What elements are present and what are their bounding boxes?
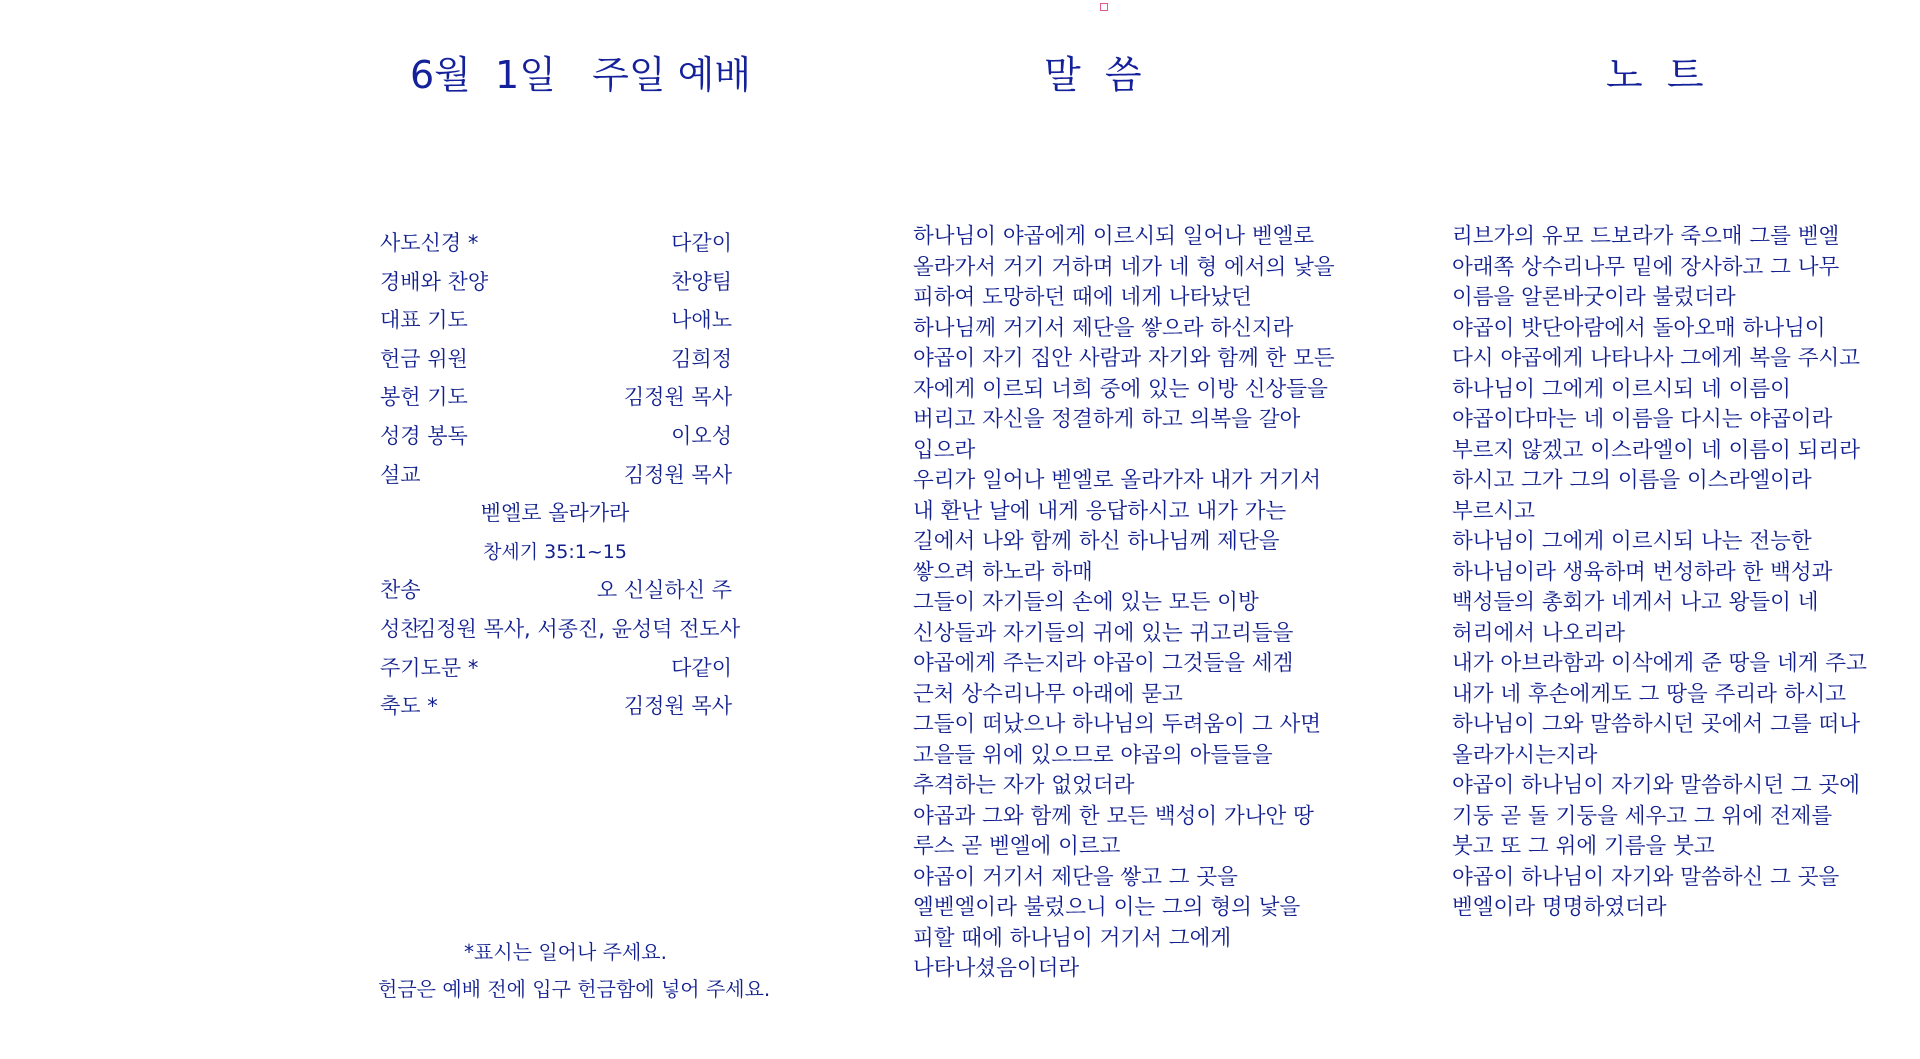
order-item-person: 다같이 — [671, 231, 732, 255]
scripture-line: 그들이 떠났으나 하나님의 두려움이 그 사면 — [913, 712, 1322, 737]
notes-line: 벧엘이라 명명하였더라 — [1452, 895, 1667, 920]
notes-line: 붓고 또 그 위에 기름을 붓고 — [1452, 834, 1715, 859]
scripture-line: 야곱과 그와 함께 한 모든 백성이 가나안 땅 — [913, 803, 1314, 829]
notes-line: 야곱이다마는 네 이름을 다시는 야곱이라 — [1452, 407, 1833, 432]
order-item-label: 찬송 — [380, 578, 421, 603]
notes-line: 하나님이라 생육하며 번성하라 한 백성과 — [1452, 559, 1833, 585]
scripture-reference-row — [380, 533, 760, 572]
notes-title: 노 트 — [1606, 53, 1704, 97]
notes-line: 야곱이 하나님이 자기와 말씀하신 그 곳을 — [1452, 864, 1840, 890]
word-title: 말 씀 — [1044, 53, 1142, 97]
scripture-line: 하나님께 거기서 제단을 쌓으라 하신지라 — [913, 315, 1294, 341]
notes-line: 백성들의 총회가 네게서 나고 왕들이 네 — [1452, 590, 1819, 615]
scripture-line: 추격하는 자가 없었더라 — [913, 773, 1135, 798]
order-item-label: 경배와 찬양 — [380, 269, 489, 294]
scripture-line: 그들이 자기들의 손에 있는 모든 이방 — [913, 590, 1259, 615]
order-row — [380, 378, 760, 417]
scripture-line: 우리가 일어나 벧엘로 올라가자 내가 거기서 — [913, 468, 1322, 493]
notes-line: 하나님이 그에게 이르시되 나는 전능한 — [1452, 529, 1812, 554]
order-item-person: 오 신실하신 주 — [596, 578, 732, 603]
notes-line: 기둥 곧 돌 기둥을 세우고 그 위에 전제를 — [1452, 803, 1833, 829]
order-item-person: 김희정 — [671, 346, 732, 371]
order-item-label: 봉헌 기도 — [380, 385, 468, 410]
notes-line: 올라가시는지라 — [1452, 742, 1598, 768]
notes-line: 아래쪽 상수리나무 밑에 장사하고 그 나무 — [1452, 254, 1840, 280]
scripture-line: 입으라 — [913, 437, 976, 463]
scripture-line: 루스 곧 벧엘에 이르고 — [913, 834, 1121, 859]
notes-line: 다시 야곱에게 나타나사 그에게 복을 주시고 — [1452, 346, 1861, 371]
order-item-person: 김정원 목사 — [623, 694, 732, 719]
scripture-line: 올라가서 거기 거하며 네가 네 형 에서의 낯을 — [913, 254, 1335, 280]
order-item-label: 헌금 위원 — [380, 346, 468, 371]
order-row — [380, 687, 760, 726]
order-row — [380, 649, 760, 688]
order-row — [380, 340, 760, 379]
scripture-text — [913, 222, 1335, 985]
scripture-reference: 창세기 35:1~15 — [483, 540, 627, 563]
notes-text — [1452, 222, 1867, 924]
order-item-label: 축도 * — [380, 694, 438, 719]
standing-note: *표시는 일어나 주세요. — [464, 940, 667, 964]
notes-line: 하나님이 그와 말씀하시던 곳에서 그를 떠나 — [1452, 712, 1861, 737]
order-item-label: 성경 봉독 — [380, 423, 468, 448]
scripture-line: 내 환난 날에 내게 응답하시고 내가 가는 — [913, 498, 1287, 524]
footnotes — [378, 934, 771, 1008]
scripture-line: 야곱이 자기 집안 사람과 자기와 함께 한 모든 — [913, 346, 1335, 371]
scripture-line: 야곱이 거기서 제단을 쌓고 그 곳을 — [913, 864, 1238, 890]
scripture-line: 버리고 자신을 정결하게 하고 의복을 갈아 — [913, 407, 1301, 432]
notes-line: 하나님이 그에게 이르시되 네 이름이 — [1452, 376, 1791, 402]
notes-line: 하시고 그가 그의 이름을 이스라엘이라 — [1452, 468, 1812, 493]
scripture-line: 야곱에게 주는지라 야곱이 그것들을 세겜 — [913, 651, 1294, 676]
notes-line: 부르시고 — [1452, 498, 1536, 524]
notes-line: 허리에서 나오리라 — [1452, 620, 1625, 646]
sermon-title: 벧엘로 올라가라 — [480, 501, 630, 526]
scripture-line: 길에서 나와 함께 하신 하나님께 제단을 — [913, 529, 1280, 554]
sermon-title-row — [380, 494, 760, 533]
scripture-line: 쌓으려 하노라 하매 — [913, 559, 1093, 585]
order-item-label: 성찬 — [380, 616, 421, 641]
order-row — [380, 301, 760, 340]
order-row — [380, 571, 760, 610]
scripture-line: 고을들 위에 있으므로 야곱의 아들들을 — [913, 742, 1273, 768]
order-item-person: 김정원 목사 — [623, 385, 732, 410]
order-item-person: 다같이 — [671, 655, 732, 680]
order-item-person: 찬양팀 — [671, 269, 732, 294]
order-row — [380, 224, 760, 263]
page-marker-icon — [1100, 3, 1108, 11]
scripture-line: 자에게 이르되 너희 중에 있는 이방 신상들을 — [913, 376, 1328, 402]
scripture-line: 피하여 도망하던 때에 네게 나타났던 — [913, 285, 1252, 310]
order-item-label: 대표 기도 — [380, 308, 468, 333]
scripture-line: 신상들과 자기들의 귀에 있는 귀고리들을 — [913, 620, 1294, 646]
notes-line: 야곱이 하나님이 자기와 말씀하시던 그 곳에 — [1452, 773, 1861, 798]
notes-line: 내가 네 후손에게도 그 땅을 주리라 하시고 — [1452, 681, 1847, 707]
order-item-person: 김정원 목사 — [623, 462, 732, 487]
offering-note: 헌금은 예배 전에 입구 헌금함에 넣어 주세요. — [378, 977, 771, 1001]
notes-line: 리브가의 유모 드보라가 죽으매 그를 벧엘 — [1452, 224, 1840, 249]
scripture-line: 나타나셨음이더라 — [913, 956, 1080, 981]
notes-line: 야곱이 밧단아람에서 돌아오매 하나님이 — [1452, 315, 1826, 341]
order-of-worship — [380, 224, 760, 726]
order-item-label: 사도신경 * — [380, 231, 479, 255]
notes-line: 내가 아브라함과 이삭에게 준 땅을 네게 주고 — [1452, 651, 1867, 676]
order-row — [380, 610, 760, 649]
order-item-label: 설교 — [380, 462, 421, 487]
scripture-line: 근처 상수리나무 아래에 묻고 — [913, 681, 1183, 707]
scripture-line: 하나님이 야곱에게 이르시되 일어나 벧엘로 — [913, 224, 1315, 249]
order-row — [380, 456, 760, 495]
scripture-line: 엘벧엘이라 불렀으니 이는 그의 형의 낯을 — [913, 895, 1301, 920]
service-title: 6월 1일 주일 예배 — [410, 53, 752, 97]
order-row — [380, 263, 760, 302]
notes-line: 부르지 않겠고 이스라엘이 네 이름이 되리라 — [1452, 437, 1861, 463]
order-item-label: 주기도문 * — [380, 655, 479, 680]
order-item-person: 이오성 — [671, 423, 732, 448]
order-item-person: 김정원 목사, 서종진, 윤성덕 전도사 — [415, 616, 740, 641]
order-row — [380, 417, 760, 456]
order-item-person: 나애노 — [671, 308, 732, 333]
notes-line: 이름을 알론바굿이라 불렀더라 — [1452, 285, 1736, 310]
scripture-line: 피할 때에 하나님이 거기서 그에게 — [913, 925, 1232, 951]
